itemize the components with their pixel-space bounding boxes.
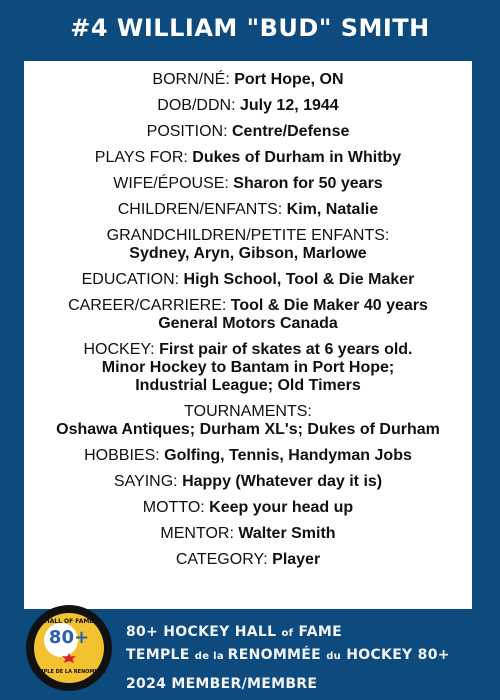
info-label: BORN/NÉ:	[152, 71, 235, 88]
info-value: Port Hope, ON	[234, 71, 344, 88]
info-value-line2: Minor Hockey to Bantam in Port Hope;	[101, 359, 395, 376]
info-value: First pair of skates at 6 years old.	[159, 341, 413, 358]
footer-line-2-b: de	[194, 651, 210, 662]
info-row	[24, 525, 472, 543]
info-row	[24, 447, 472, 465]
info-rows	[24, 61, 472, 569]
footer-line-1	[126, 624, 342, 640]
info-value: Sharon for 50 years	[233, 175, 383, 192]
info-row	[24, 271, 472, 289]
footer-line-2-f: HOCKEY 80+	[341, 647, 450, 663]
footer-line-1-a: 80+ HOCKEY HALL	[126, 624, 282, 640]
info-label: WIFE/ÉPOUSE:	[113, 175, 234, 192]
info-row	[24, 175, 472, 193]
info-row	[24, 71, 472, 89]
info-value: Player	[272, 551, 321, 568]
info-label: HOBBIES:	[84, 447, 165, 464]
info-value: July 12, 1944	[239, 97, 339, 114]
info-row	[24, 551, 472, 569]
info-value: Centre/Defense	[231, 123, 350, 140]
info-row	[24, 297, 472, 333]
info-value-line2: General Motors Canada	[158, 315, 338, 332]
footer-line-2	[126, 647, 450, 663]
logo-bottom-text: TEMPLE DE LA RENOMMÉE	[31, 669, 107, 675]
info-value: Kim, Natalie	[286, 201, 379, 218]
info-label: CAREER/CARRIERE:	[68, 297, 231, 314]
info-label: CHILDREN/ENFANTS:	[117, 201, 287, 218]
logo-top-text: HALL OF FAME	[44, 618, 94, 625]
info-label: MENTOR:	[160, 525, 239, 542]
info-row	[24, 341, 472, 395]
card-title: #4 WILLIAM "BUD" SMITH	[70, 14, 430, 42]
info-label: GRANDCHILDREN/PETITE ENFANTS:	[106, 227, 390, 244]
info-value-line3: Industrial League; Old Timers	[135, 377, 361, 394]
info-label: SAYING:	[113, 473, 183, 490]
info-value: Dukes of Durham in Whitby	[192, 149, 402, 166]
info-label: PLAYS FOR:	[94, 149, 193, 166]
info-value: Happy (Whatever day it is)	[182, 473, 383, 490]
info-label: HOCKEY:	[83, 341, 160, 358]
info-value-line2: Sydney, Aryn, Gibson, Marlowe	[129, 245, 367, 262]
info-label: TOURNAMENTS:	[184, 403, 312, 420]
info-value: Walter Smith	[238, 525, 336, 542]
info-label: MOTTO:	[142, 499, 210, 516]
footer	[0, 600, 500, 700]
info-row	[24, 227, 472, 263]
info-row	[24, 473, 472, 491]
info-row	[24, 201, 472, 219]
info-label: POSITION:	[146, 123, 232, 140]
footer-line-2-c: la	[209, 651, 228, 662]
info-value: Golfing, Tennis, Handyman Jobs	[164, 447, 412, 464]
info-row	[24, 403, 472, 439]
hall-of-fame-logo	[26, 605, 112, 691]
info-row	[24, 123, 472, 141]
info-value: Tool & Die Maker 40 years	[230, 297, 428, 314]
info-panel	[24, 61, 472, 609]
info-label: DOB/DDN:	[157, 97, 240, 114]
footer-line-2-d: RENOMMÉE	[227, 647, 327, 663]
info-row	[24, 499, 472, 517]
info-value: Keep your head up	[209, 499, 354, 516]
footer-line-2-e: du	[326, 651, 342, 662]
info-label: EDUCATION:	[81, 271, 184, 288]
footer-line-1-c: FAME	[293, 624, 342, 640]
footer-line-2-a: TEMPLE	[126, 647, 195, 663]
logo-number: 80+	[48, 627, 90, 648]
info-value-line2: Oshawa Antiques; Durham XL's; Dukes of Durham	[56, 421, 440, 438]
info-label: CATEGORY:	[175, 551, 273, 568]
footer-line-3: 2024 MEMBER/MEMBRE	[126, 676, 318, 692]
info-row	[24, 97, 472, 115]
info-row	[24, 149, 472, 167]
info-value: High School, Tool & Die Maker	[183, 271, 415, 288]
footer-line-1-b: of	[281, 628, 294, 639]
